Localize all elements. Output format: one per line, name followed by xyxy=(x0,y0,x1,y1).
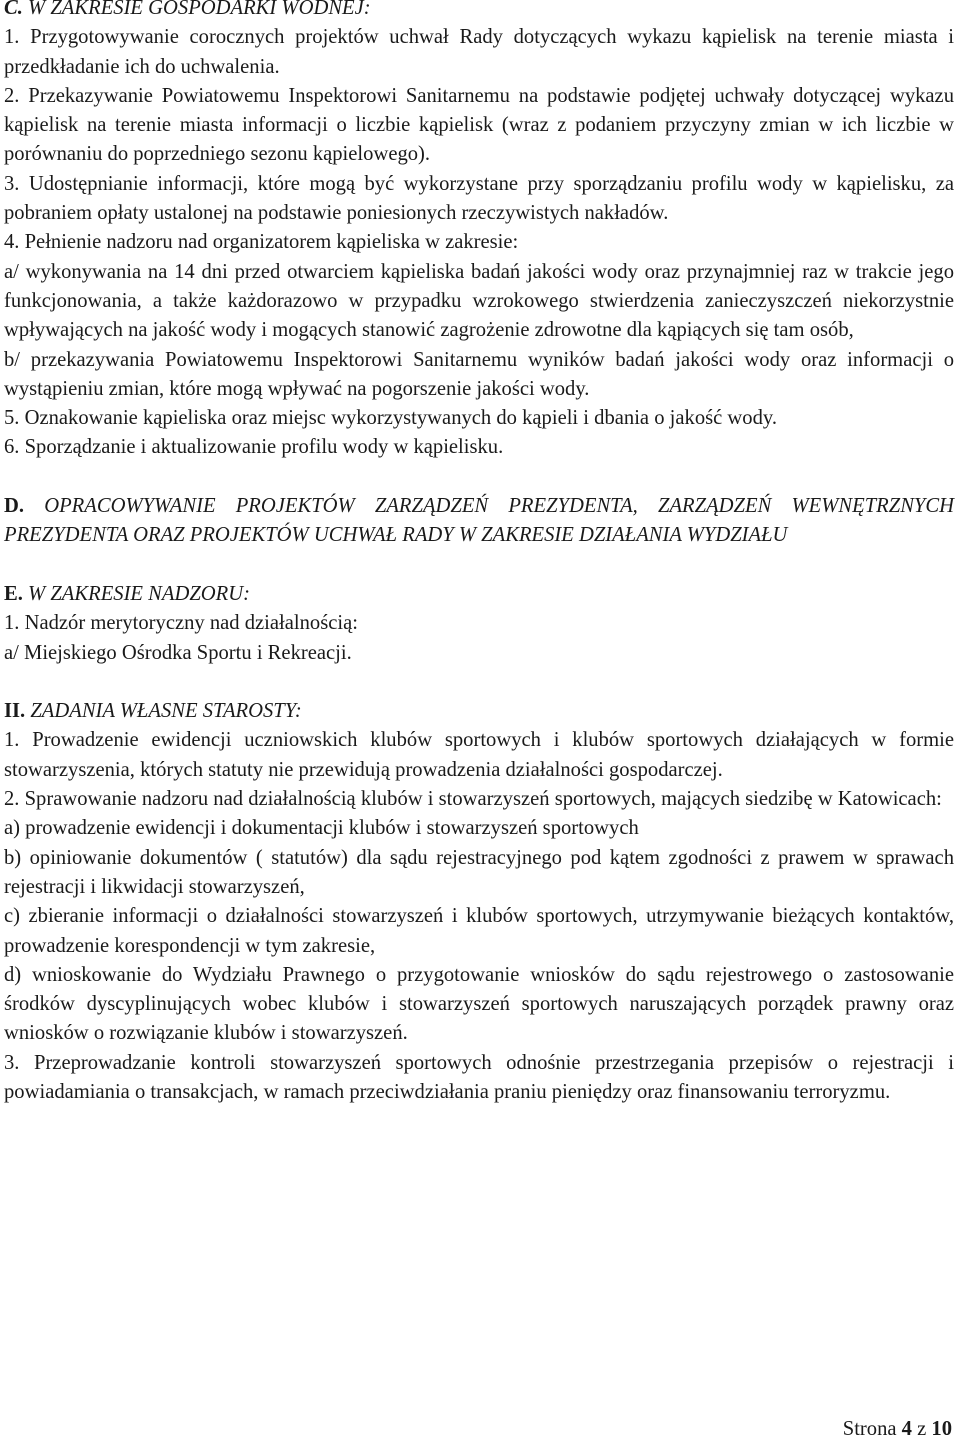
section-ii-item-1: 1. Prowadzenie ewidencji uczniowskich klubów sportowych i klubów sportowych działających w formie stowarzyszenia, których statuty nie przewidują prowadzenia działalności gospodarczej. xyxy=(4,729,954,781)
spacer xyxy=(4,668,954,697)
section-c-item-4: 4. Pełnienie nadzoru nad organizatorem kąpieliska w zakresie: xyxy=(4,231,519,254)
section-ii-item-2d: d) wnioskowanie do Wydziału Prawnego o przygotowanie wniosków do sądu rejestrowego o zastosowanie środków dyscyplinujących wobec klubów i stowarzyszeń sportowych naruszających porządek prawny oraz wniosków o rozwiązanie klubów i stowarzyszeń. xyxy=(4,963,954,1045)
section-ii-title: ZADANIA WŁASNE STAROSTY: xyxy=(25,700,302,723)
section-ii-item-2b: b) opiniowanie dokumentów ( statutów) dla sądu rejestracyjnego pod kątem zgodności z prawem w sprawach rejestracji i likwidacji stowarzyszeń, xyxy=(4,846,954,898)
section-c-title: W ZAKRESIE GOSPODARKI WODNEJ: xyxy=(22,0,371,19)
section-e-title: W ZAKRESIE NADZORU: xyxy=(22,582,250,605)
spacer xyxy=(4,551,954,580)
section-c-item-1: 1. Przygotowywanie corocznych projektów uchwał Rady dotyczących wykazu kąpielisk na terenie miasta i przedkładanie ich do uchwalenia. xyxy=(4,26,954,78)
page-number xyxy=(843,1418,952,1441)
section-c-item-4b: b/ przekazywania Powiatowemu Inspektorowi Sanitarnemu wyników badań jakości wody oraz informacji o wystąpieniu zmian, które mogą wpływać na pogorszenie jakości wody. xyxy=(4,348,954,400)
section-e-item-1: 1. Nadzór merytoryczny nad działalnością: xyxy=(4,612,358,635)
section-ii-item-2a: a) prowadzenie ewidencji i dokumentacji klubów i stowarzyszeń sportowych xyxy=(4,817,639,840)
section-c-heading xyxy=(4,0,954,23)
section-c-item-4a: a/ wykonywania na 14 dni przed otwarciem kąpieliska badań jakości wody oraz przynajmniej raz w trakcie jego funkcjonowania, a także każdorazowo w przypadku wzrokowego stwierdzenia zanieczyszczeń niekorzystnie wpływających na jakość wody i mogących stanowić zagrożenie zdrowotne dla kąpiących się tam osób, xyxy=(4,260,954,342)
section-c-item-5: 5. Oznakowanie kąpieliska oraz miejsc wykorzystywanych do kąpieli i dbania o jakość wody. xyxy=(4,407,777,430)
section-e-item-1a: a/ Miejskiego Ośrodka Sportu i Rekreacji. xyxy=(4,641,352,664)
section-ii-item-2c: c) zbieranie informacji o działalności stowarzyszeń i klubów sportowych, utrzymywanie bieżących kontaktów, prowadzenie korespondencji w tym zakresie, xyxy=(4,905,954,957)
section-e-heading xyxy=(4,580,954,609)
page-number-prefix: Strona xyxy=(842,1418,902,1440)
page-number-total: 10 xyxy=(931,1418,952,1440)
page-number-middle: z xyxy=(911,1418,932,1440)
section-c-letter: C. xyxy=(4,0,23,19)
document-page xyxy=(4,0,954,1107)
section-ii-item-2: 2. Sprawowanie nadzoru nad działalnością klubów i stowarzyszeń sportowych, mających siedzibę w Katowicach: xyxy=(4,788,942,811)
section-ii-item-3: 3. Przeprowadzanie kontroli stowarzyszeń sportowych odnośnie przestrzegania przepisów o rejestracji i powiadamiania o transakcjach, w ramach przeciwdziałania praniu pieniędzy oraz finansowaniu terroryzmu. xyxy=(4,1051,954,1103)
section-d-heading xyxy=(4,492,954,551)
section-c-item-6: 6. Sporządzanie i aktualizowanie profilu wody w kąpielisku. xyxy=(4,436,504,459)
section-d-title: OPRACOWYWANIE PROJEKTÓW ZARZĄDZEŃ PREZYDENTA, ZARZĄDZEŃ WEWNĘTRZNYCH PREZYDENTA ORAZ PROJEKTÓW UCHWAŁ RADY W ZAKRESIE DZIAŁANIA WYDZIAŁU xyxy=(4,495,954,547)
section-c-item-3: 3. Udostępnianie informacji, które mogą być wykorzystane przy sporządzaniu profilu wody w kąpielisku, za pobraniem opłaty ustalonej na podstawie poniesionych rzeczywistych nakładów. xyxy=(4,172,954,225)
section-e-letter: E. xyxy=(4,582,23,605)
section-c-item-2: 2. Przekazywanie Powiatowemu Inspektorowi Sanitarnemu na podstawie podjętej uchwały dotyczącej wykazu kąpielisk na terenie miasta informacji o liczbie kąpielisk (wraz z podaniem przyczyny zmian w ich liczbie w porównaniu do poprzedniego sezonu kąpielowego). xyxy=(4,84,954,166)
section-ii-letter: II. xyxy=(4,700,26,723)
section-ii-heading xyxy=(4,697,954,726)
section-d-letter: D. xyxy=(4,495,25,518)
page-number-current: 4 xyxy=(901,1418,912,1440)
spacer xyxy=(4,463,954,492)
